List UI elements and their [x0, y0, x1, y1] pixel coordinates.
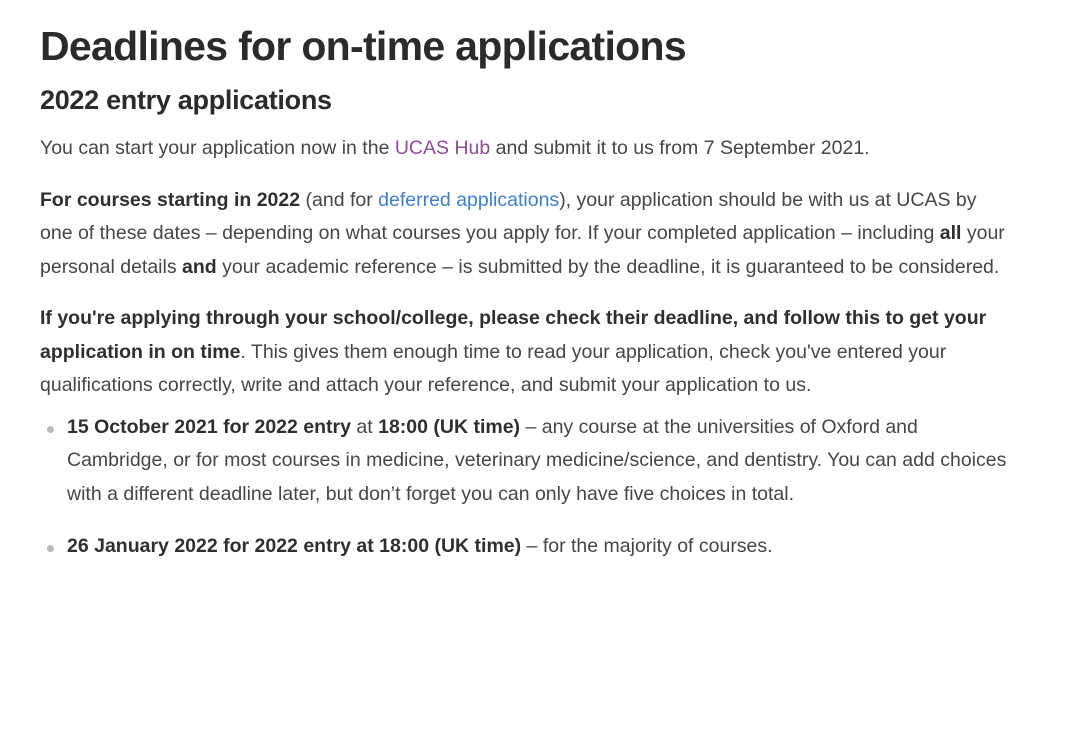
deadline-list — [40, 411, 1010, 564]
school-college-text: . This gives them enough time to read your application, check you've entered your qualifications correctly, write and attach your reference, and submit your application to us. — [40, 340, 947, 396]
deferred-applications-link[interactable]: deferred applications — [378, 188, 560, 211]
intro-paragraph — [40, 132, 1010, 166]
intro-text-after: and submit it to us from 7 September 2021. — [490, 137, 870, 159]
deadline-mid-text: at — [350, 415, 379, 438]
section-title: 2022 entry applications — [40, 85, 332, 115]
school-college-paragraph — [40, 302, 1010, 403]
deadline-detail-text: – for the majority of courses. — [521, 535, 773, 557]
list-item — [40, 411, 1010, 512]
list-item — [40, 530, 1010, 564]
courses-starting-bold: For courses starting in 2022 — [40, 188, 301, 211]
deadline-date-bold: 15 October 2021 for 2022 entry — [67, 415, 351, 438]
courses-text-3: your personal details — [40, 222, 1005, 278]
ucas-hub-link[interactable]: UCAS Hub — [394, 137, 491, 159]
page-title: Deadlines for on-time applications — [40, 23, 686, 69]
school-college-bold: If you're applying through your school/college, please check their deadline, and follow this to get your application in on time — [40, 307, 987, 363]
intro-text-before: You can start your application now in the — [40, 137, 395, 159]
courses-text-4: your academic reference – is submitted by the deadline, it is guaranteed to be considered. — [216, 255, 1000, 278]
all-bold: all — [939, 222, 962, 244]
courses-starting-paragraph — [40, 184, 1010, 285]
deadline-date-bold: 26 January 2022 for 2022 entry at 18:00 (UK time) — [67, 535, 522, 557]
deadline-time-bold: 18:00 (UK time) — [378, 415, 521, 438]
courses-text-1: (and for — [300, 188, 379, 211]
and-bold: and — [182, 255, 217, 278]
courses-text-2: ), your application should be with us at UCAS by one of these dates – depending on what courses you apply for. If your completed application – including — [40, 188, 977, 244]
deadline-detail-text: – any course at the universities of Oxford and Cambridge, or for most courses in medicine, veterinary medicine/science, and dentistry. You can add choices with a different deadline later, but don’t forget you can only have five choices in total. — [67, 415, 1007, 505]
